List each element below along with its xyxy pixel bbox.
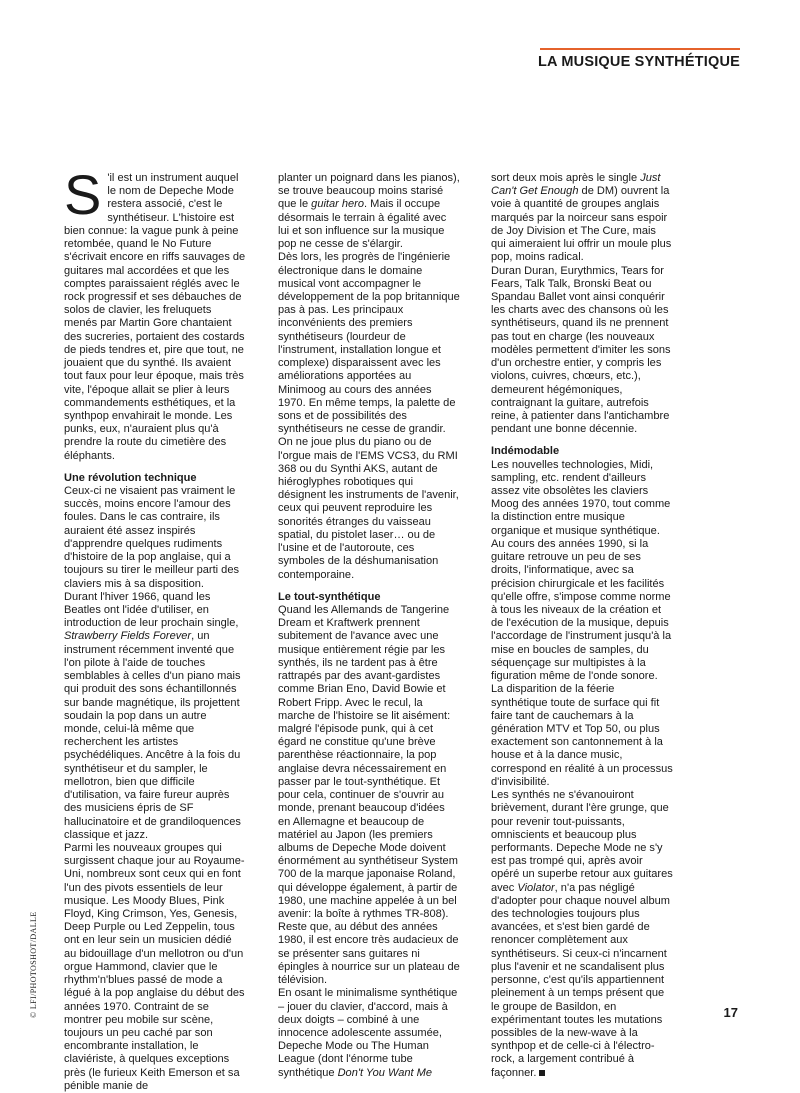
- intro-text: 'il est un instrument auquel le nom de Depeche Mode restera associé, c'est le synthétiseur. L'histoire est bien connue: la vague punk à peine retombée, quand le No Future s'écrivait encore en riffs sauvages de guitares mal accordées et que les comptes paraissaient réglés avec le rock progressif et ses débauches de solos de clavier, les freluquets menés par Martin Gore chantaient des sucreries, portaient des costards de pieds tendres et, pire que tout, ne jouaient que du synthé. Ils avaient tout faux pour leur époque, mais très vite, l'époque allait se plier à leurs commandements esthétiques, et la synthpop envahirait le monde. Les punks, eux, n'auraient plus qu'à prendre la route du cimetière des éléphants.: [64, 172, 246, 462]
- text-run: Quand les Allemands de Tangerine Dream et Kraftwerk prennent subitement de l'avance avec une musique entièrement régie par les synthés, ils ne tardent pas à être rattrapés par des avant-gardistes comme Brian Eno, David Bowie et Robert Fripp. Avec le recul, la marche de l'histoire se lit aisément: malgré l'épisode punk, qui à cet égard ne constitue qu'une brève parenthèse réactionnaire, la pop anglaise devra nécessairement en passer par le tout-synthétique. Et pour cela, continuer de s'ouvrir au monde, prenant beaucoup d'idées en Allemagne et beaucoup de matériel au Japon (les premiers albums de Depeche Mode doivent énormément au synthétiseur System 700 de la marque japonaise Roland, qui développe également, à partir de 1980, une machine appelée à un bel avenir: la boîte à rythmes TR-808). Reste que, au début des années 1980, il est encore très audacieux de se présenter sans guitares ni épingles à nourrice sur un plateau de télévision.: [278, 604, 460, 987]
- body-paragraph: [491, 789, 673, 1080]
- body-paragraph: [64, 842, 246, 1093]
- body-paragraph: [64, 591, 246, 842]
- text-run: Duran Duran, Eurythmics, Tears for Fears, Talk Talk, Bronski Beat ou Spandau Ballet vont ainsi conquérir les charts avec des chansons où les synthétiseurs, quand ils ne prennent pas tout en charge (les nouveaux modèles permettent d'imiter les sons d'un orchestre entier, y compris les violons, cuivres, chœurs, etc.), demeurent hégémoniques, contraignant la guitare, autrefois reine, à patienter dans l'antichambre pendant une bonne décennie.: [491, 264, 671, 436]
- body-paragraph: [278, 987, 460, 1080]
- intro-paragraph: [64, 163, 246, 463]
- photo-credit: © LFI/PHOTOSHOT/DALLE: [29, 911, 38, 1018]
- body-paragraph: [278, 251, 460, 581]
- body-paragraph: [278, 604, 460, 987]
- text-run: Ceux-ci ne visaient pas vraiment le succès, moins encore l'amour des foules. Dans le cas contraire, ils auraient été assez inspirés d'apprendre quelques rudiments d'histoire de la pop anglaise, qui a toujours su tirer le meilleur parti des claviers mis à sa disposition.: [64, 485, 239, 590]
- rubric-rule: [540, 48, 740, 50]
- title-italic: Violator: [517, 881, 555, 894]
- text-run: Les synthés ne s'évanouiront brièvement, durant l'ère grunge, que pour revenir tout-puissants, omniscients et beaucoup plus performants. Depeche Mode ne s'y est pas trompé qui, après avoir opéré un superbe retour aux guitares avec: [491, 789, 673, 894]
- text-run: , un instrument récemment inventé que l'on pilote à l'aide de touches semblables à celles d'un piano mais qui produit des sons échantillonnés sur bande magnétique, ils projettent soudain la pop dans un autre monde, celui-là même que recherchent les artistes psychédéliques. Ancêtre à la fois du synthétiseur et du sampler, le mellotron, bien que difficile d'utilisation, va faire fureur auprès des musiciens épris de SF hallucinatoire et de grandiloquences classique et jazz.: [64, 630, 241, 841]
- text-run: de DM) ouvrent la voie à quantité de groupes anglais marqués par la noirceur sans espoir de Joy Division et The Cure, mais qui aimeraient lui offrir un moule plus pop, moins radical.: [491, 185, 672, 264]
- section-heading: Le tout-synthétique: [278, 590, 381, 603]
- dropcap: S: [64, 163, 102, 226]
- paragraph-gap: [491, 436, 673, 445]
- title-italic: Just Can't Get Enough: [491, 172, 661, 198]
- article-column-2: [278, 172, 460, 1080]
- title-italic: Don't You Want Me: [337, 1066, 433, 1079]
- paragraph-gap: [64, 463, 246, 472]
- text-run: , n'a pas négligé d'adopter pour chaque nouvel album des technologies toujours plus avancées, et s'est bien gardé de renoncer complètement aux synthétiseurs. Si ceux-ci n'incarnent plus l'avenir et ne scandalisent plus personne, c'est qu'ils appartiennent pleinement à un temps présent que le groupe de Basildon, en expérimentant toutes les mutations possibles de la new-wave à la synthpop et de celle-ci à l'électro-rock, a largement contribué à façonner.: [491, 881, 670, 1079]
- text-run: planter un poignard dans les pianos), se trouve beaucoup moins starisé que le: [278, 172, 460, 211]
- text-run: Durant l'hiver 1966, quand les Beatles ont l'idée d'utiliser, en introduction de leur prochain single,: [64, 590, 239, 630]
- text-run: En osant le minimalisme synthétique – jouer du clavier, d'accord, mais à deux doigts – combiné à une innocence adolescente assumée, Depeche Mode ou The Human League (dont l'énorme tube synthétique: [278, 987, 458, 1079]
- article-column-3: [491, 172, 673, 1080]
- text-run: sort deux mois après le single: [491, 172, 641, 184]
- title-italic: guitar hero: [311, 198, 364, 211]
- black-square-icon: [539, 1070, 545, 1076]
- text-run: Parmi les nouveaux groupes qui surgissent chaque jour au Royaume-Uni, nombreux sont ceux qui en font l'un des pivots essentiels de leur musique. Les Moody Blues, Pink Floyd, King Crimson, Yes, Genesis, Deep Purple ou Led Zeppelin, tous ont en leur sein un musicien dédié au bidouillage d'un mellotron ou d'un orgue Hammond, clavier que le rhythm'n'blues passé de mode a légué à la pop anglaise du début des années 1970. Contraint de se montrer peu mobile sur scène, toujours un peu caché par son encombrante installation, le claviériste, à quelques exceptions près (le furieux Keith Emerson et sa pénible manie de: [64, 841, 245, 1092]
- body-paragraph: [491, 459, 673, 789]
- body-paragraph: [491, 172, 673, 265]
- body-paragraph: [278, 172, 460, 251]
- text-run: Dès lors, les progrès de l'ingénierie électronique dans le domaine musical vont accompagner le développement de la pop britannique pas à pas. Les principaux inconvénients des premiers synthétiseurs (lourdeur de l'instrument, installation longue et complexe) disparaissent avec les améliorations apportées au Minimoog au cours des années 1970. En même temps, la palette de sons et de possibilités des synthétiseurs ne cesse de grandir. On ne joue plus du piano ou de l'orgue mais de l'EMS VCS3, du RMI 368 ou du Synthi AKS, autant de hiéroglyphes robotiques qui désignent les instruments de l'avenir, ceux qui peuvent reproduire les sonorités étranges du vaisseau spatial, du pistolet laser… ou de l'usine et de l'autoroute, ces symboles de la déshumanisation contemporaine.: [278, 251, 460, 581]
- text-run: Les nouvelles technologies, Midi, sampling, etc. rendent d'ailleurs assez vite obsolètes les claviers Moog des années 1970, tout comme la distinction entre musique organique et musique synthétique. Au cours des années 1990, si la guitare retrouve un peu de ses droits, l'informatique, avec sa précision chirurgicale et les facilités qu'elle offre, s'impose comme norme à tous les niveaux de la création et de l'exécution de la musique, depuis l'accordage de l'instrument jusqu'à la mise en boucles de samples, du séquençage sur multipistes à la figuration même de l'onde sonore. La disparition de la féerie synthétique toute de surface qui fit faire tant de cauchemars à la génération MTV et Top 50, ou plus exactement son cantonnement à la house et à la dance music, correspond en réalité à un processus d'invisibilité.: [491, 458, 673, 788]
- body-paragraph: [64, 485, 246, 591]
- paragraph-gap: [278, 582, 460, 591]
- body-paragraph: [491, 265, 673, 437]
- page-number: 17: [723, 1005, 738, 1020]
- rubric-title: LA MUSIQUE SYNTHÉTIQUE: [537, 54, 740, 70]
- text-run: . Mais il occupe désormais le terrain à égalité avec lui et son influence sur la musique pop ne cesse de s'élargir.: [278, 198, 447, 251]
- section-heading: Indémodable: [491, 445, 560, 458]
- section-heading: Une révolution technique: [64, 471, 197, 484]
- title-italic: Strawberry Fields Forever: [64, 630, 192, 643]
- article-column-1: [64, 163, 246, 1093]
